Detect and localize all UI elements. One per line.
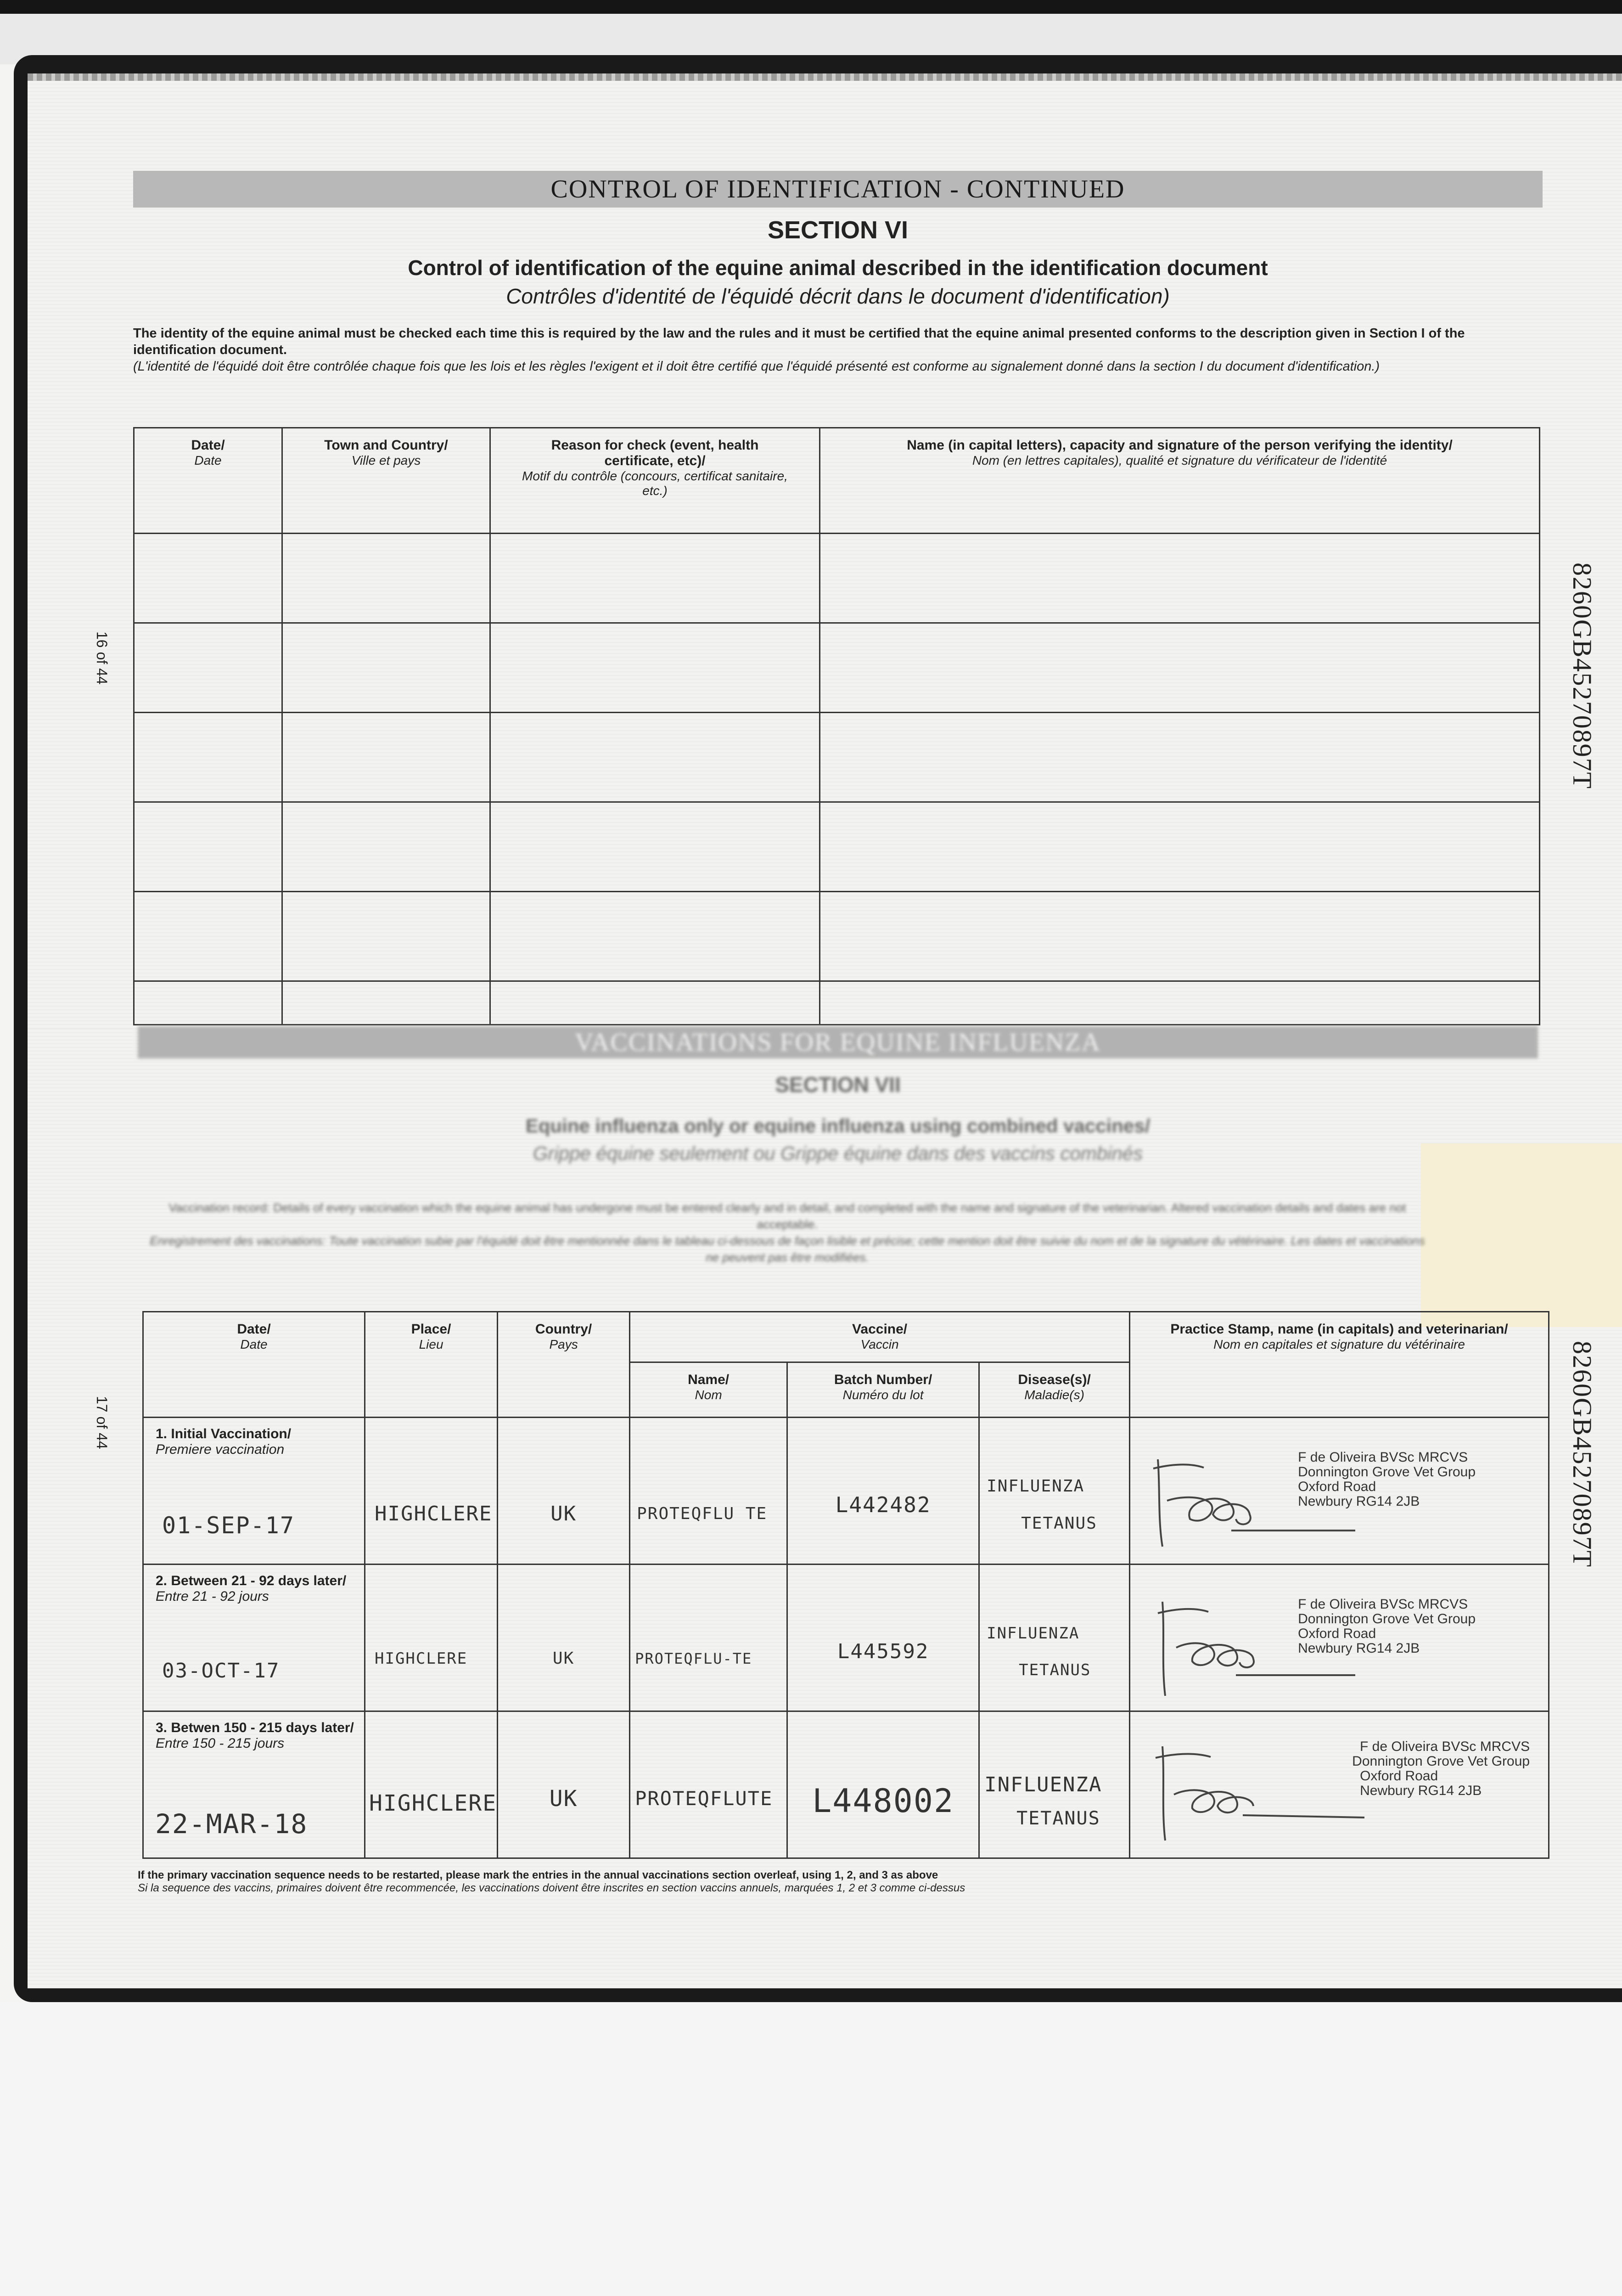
stamp-line: Oxford Road bbox=[1298, 1626, 1376, 1641]
cell-vaccine-name[interactable] bbox=[630, 1564, 787, 1711]
table-row bbox=[134, 713, 1540, 802]
cell-date[interactable] bbox=[134, 623, 282, 713]
cell-batch-number[interactable] bbox=[787, 1564, 979, 1711]
table-row bbox=[134, 623, 1540, 713]
handwritten-place: HIGHCLERE bbox=[369, 1790, 497, 1816]
handwritten-disease-1: INFLUENZA bbox=[987, 1476, 1085, 1496]
handwritten-batch: L448002 bbox=[812, 1782, 954, 1820]
section-title: SECTION VI bbox=[767, 216, 909, 244]
vet-stamp bbox=[1298, 1450, 1476, 1509]
stamp-line: Oxford Road bbox=[1360, 1768, 1438, 1784]
sticky-note bbox=[1421, 1143, 1622, 1327]
stamp-line: Donnington Grove Vet Group bbox=[1352, 1754, 1530, 1769]
cell-verifier[interactable] bbox=[820, 713, 1540, 802]
col-vaccine-name: Name/ Nom bbox=[630, 1362, 787, 1418]
intro-paragraph bbox=[133, 325, 1543, 375]
passport-serial: 8260GB45270897T bbox=[1567, 563, 1597, 789]
handwritten-vaccine: PROTEQFLUTE bbox=[635, 1787, 773, 1810]
cell-place[interactable] bbox=[365, 1711, 498, 1858]
table-row bbox=[143, 1711, 1549, 1858]
col-country: Country/ Pays bbox=[498, 1312, 630, 1418]
section-banner bbox=[133, 171, 1543, 208]
cell-country[interactable] bbox=[498, 1564, 630, 1711]
cell-row-label[interactable] bbox=[143, 1711, 365, 1858]
cell-reason[interactable] bbox=[490, 802, 820, 892]
handwritten-disease-2: TETANUS bbox=[1016, 1807, 1100, 1829]
cell-reason[interactable] bbox=[490, 534, 820, 623]
cell-reason[interactable] bbox=[490, 981, 820, 1025]
stamp-line: Newbury RG14 2JB bbox=[1360, 1783, 1482, 1798]
col-date: Date/ Date bbox=[134, 428, 282, 534]
cell-date[interactable] bbox=[134, 802, 282, 892]
col-vaccine: Vaccine/ Vaccin bbox=[630, 1312, 1130, 1362]
table-row bbox=[134, 802, 1540, 892]
row-label-fr: Entre 150 - 215 jours bbox=[156, 1736, 285, 1751]
section-heading-fr: Contrôles d'identité de l'équidé décrit dans le document d'identification) bbox=[506, 284, 1170, 308]
handwritten-country: UK bbox=[549, 1785, 578, 1812]
stamp-line: F de Oliveira BVSc MRCVS bbox=[1298, 1597, 1468, 1612]
banner-title: CONTROL OF IDENTIFICATION - CONTINUED bbox=[550, 175, 1125, 203]
cell-reason[interactable] bbox=[490, 713, 820, 802]
cell-date[interactable] bbox=[134, 534, 282, 623]
handwritten-country: UK bbox=[552, 1649, 575, 1668]
stamp-line: Newbury RG14 2JB bbox=[1298, 1494, 1420, 1509]
row-label: 3. Betwen 150 - 215 days later/ bbox=[156, 1720, 354, 1735]
section-banner-vaccination bbox=[138, 1026, 1538, 1058]
intro-en: Vaccination record: Details of every vaccination which the equine animal has undergone must be entered clearly and in detail, and completed with the name and signature of the veterinarian. Altered vaccination details and dates are not acceptable. bbox=[168, 1201, 1406, 1231]
table-row bbox=[143, 1418, 1549, 1564]
page-edge-rule bbox=[28, 73, 1622, 81]
intro-fr: (L'identité de l'équidé doit être contrôlée chaque fois que les lois et les règles l'exigent et il doit être certifié que l'équidé présenté est conforme au signalement donné dans la section I du document d'identification.) bbox=[133, 359, 1380, 374]
cell-country[interactable] bbox=[498, 1418, 630, 1564]
stamp-line: Donnington Grove Vet Group bbox=[1298, 1464, 1476, 1480]
col-reason: Reason for check (event, health certificate, etc)/ Motif du contrôle (concours, certificat sanitaire, etc.) bbox=[490, 428, 820, 534]
handwritten-batch: L445592 bbox=[837, 1640, 929, 1663]
handwritten-date: 03-OCT-17 bbox=[162, 1659, 280, 1683]
stamp-line: F de Oliveira BVSc MRCVS bbox=[1298, 1450, 1468, 1465]
handwritten-disease-1: INFLUENZA bbox=[987, 1624, 1080, 1643]
cell-row-label[interactable] bbox=[143, 1418, 365, 1564]
handwritten-disease-1: INFLUENZA bbox=[984, 1773, 1102, 1796]
intro-fr: Enregistrement des vaccinations: Toute vaccination subie par l'équidé doit être mentionnée dans le tableau ci-dessous de façon lisible et précise; cette mention doit être suivie du nom et de la signature du vétérinaire. Les dates et vaccinations ne peuvent pas être modifiées. bbox=[150, 1234, 1425, 1264]
cell-place[interactable] bbox=[365, 1418, 498, 1564]
handwritten-batch: L442482 bbox=[835, 1492, 931, 1517]
cell-stamp[interactable] bbox=[1130, 1418, 1549, 1564]
handwritten-vaccine: PROTEQFLU TE bbox=[637, 1504, 768, 1523]
cell-town[interactable] bbox=[282, 981, 490, 1025]
cell-row-label[interactable] bbox=[143, 1564, 365, 1711]
cell-date[interactable] bbox=[134, 713, 282, 802]
cell-disease[interactable] bbox=[979, 1711, 1130, 1858]
table-header-row bbox=[134, 428, 1540, 534]
scan-background-bottom bbox=[0, 2002, 1622, 2296]
cell-batch-number[interactable] bbox=[787, 1418, 979, 1564]
footnote bbox=[138, 1869, 965, 1895]
cell-vaccine-name[interactable] bbox=[630, 1418, 787, 1564]
handwritten-date: 01-SEP-17 bbox=[162, 1512, 295, 1539]
cell-verifier[interactable] bbox=[820, 802, 1540, 892]
section-heading: Control of identification of the equine animal described in the identification document bbox=[408, 256, 1268, 280]
vaccination-table bbox=[142, 1311, 1549, 1859]
section-title: SECTION VII bbox=[775, 1073, 901, 1097]
col-town-country: Town and Country/ Ville et pays bbox=[282, 428, 490, 534]
table-row bbox=[134, 981, 1540, 1025]
cell-town[interactable] bbox=[282, 623, 490, 713]
col-stamp: Practice Stamp, name (in capitals) and veterinarian/ Nom en capitales et signature du vétérinaire bbox=[1130, 1312, 1549, 1418]
handwritten-disease-2: TETANUS bbox=[1021, 1514, 1097, 1533]
cell-town[interactable] bbox=[282, 802, 490, 892]
table-row bbox=[134, 534, 1540, 623]
cell-vaccine-name[interactable] bbox=[630, 1711, 787, 1858]
row-label-fr: Entre 21 - 92 jours bbox=[156, 1589, 269, 1604]
cell-date[interactable] bbox=[134, 892, 282, 981]
banner-title: VACCINATIONS FOR EQUINE INFLUENZA bbox=[574, 1028, 1101, 1057]
section-heading-fr: Grippe équine seulement ou Grippe équine dans des vaccins combinés bbox=[533, 1142, 1143, 1164]
intro-en: The identity of the equine animal must be checked each time this is required by the law and the rules and it must be certified that the equine animal presented conforms to the description given in Section I of the identification document. bbox=[133, 326, 1465, 357]
table-row bbox=[134, 892, 1540, 981]
cell-verifier[interactable] bbox=[820, 892, 1540, 981]
cell-reason[interactable] bbox=[490, 892, 820, 981]
row-label: 2. Between 21 - 92 days later/ bbox=[156, 1573, 347, 1588]
handwritten-place: HIGHCLERE bbox=[375, 1502, 493, 1525]
handwritten-vaccine: PROTEQFLU-TE bbox=[635, 1649, 752, 1667]
cell-disease[interactable] bbox=[979, 1418, 1130, 1564]
scan-edge bbox=[0, 0, 1622, 14]
cell-disease[interactable] bbox=[979, 1564, 1130, 1711]
signature-mark bbox=[1139, 1735, 1378, 1850]
col-verifier: Name (in capital letters), capacity and signature of the person verifying the identity/ Nom (en lettres capitales), qualité et signature du vérificateur de l'identité bbox=[820, 428, 1540, 534]
col-place: Place/ Lieu bbox=[365, 1312, 498, 1418]
row-label: 1. Initial Vaccination/ bbox=[156, 1426, 292, 1441]
table-header-row bbox=[143, 1312, 1549, 1362]
vet-stamp bbox=[1298, 1597, 1476, 1656]
cell-verifier[interactable] bbox=[820, 981, 1540, 1025]
cell-town[interactable] bbox=[282, 534, 490, 623]
cell-reason[interactable] bbox=[490, 623, 820, 713]
stamp-line: Newbury RG14 2JB bbox=[1298, 1641, 1420, 1656]
cell-stamp[interactable] bbox=[1130, 1564, 1549, 1711]
cell-town[interactable] bbox=[282, 892, 490, 981]
col-disease: Disease(s)/ Maladie(s) bbox=[979, 1362, 1130, 1418]
col-batch-number: Batch Number/ Numéro du lot bbox=[787, 1362, 979, 1418]
handwritten-date: 22-MAR-18 bbox=[155, 1808, 308, 1840]
handwritten-disease-2: TETANUS bbox=[1019, 1660, 1091, 1679]
cell-place[interactable] bbox=[365, 1564, 498, 1711]
cell-stamp[interactable] bbox=[1130, 1711, 1549, 1858]
footnote-en: If the primary vaccination sequence needs to be restarted, please mark the entries in the annual vaccinations section overleaf, using 1, 2, and 3 as above bbox=[138, 1869, 938, 1881]
cell-country[interactable] bbox=[498, 1711, 630, 1858]
footnote-fr: Si la sequence des vaccins, primaires doivent être recommencée, les vaccinations doivent être inscrites en section vaccins annuels, marquées 1, 2 et 3 comme ci-dessus bbox=[138, 1882, 965, 1894]
col-date: Date/ Date bbox=[143, 1312, 365, 1418]
intro-paragraph bbox=[147, 1199, 1428, 1266]
stamp-line: Oxford Road bbox=[1298, 1479, 1376, 1494]
cell-verifier[interactable] bbox=[820, 534, 1540, 623]
passport-serial: 8260GB45270897T bbox=[1567, 1341, 1597, 1568]
handwritten-country: UK bbox=[550, 1502, 577, 1525]
vet-stamp bbox=[1346, 1739, 1530, 1798]
handwritten-place: HIGHCLERE bbox=[375, 1649, 468, 1668]
cell-batch-number[interactable] bbox=[787, 1711, 979, 1858]
row-label-fr: Premiere vaccination bbox=[156, 1442, 285, 1457]
cell-date[interactable] bbox=[134, 981, 282, 1025]
stamp-line: F de Oliveira BVSc MRCVS bbox=[1360, 1739, 1530, 1754]
stamp-line: Donnington Grove Vet Group bbox=[1298, 1611, 1476, 1626]
scan-background-top bbox=[0, 0, 1622, 64]
page-number-17: 17 of 44 bbox=[94, 1396, 110, 1449]
cell-town[interactable] bbox=[282, 713, 490, 802]
page-number-16: 16 of 44 bbox=[94, 631, 110, 685]
section-heading: Equine influenza only or equine influenza using combined vaccines/ bbox=[525, 1115, 1151, 1137]
cell-verifier[interactable] bbox=[820, 623, 1540, 713]
table-row bbox=[143, 1564, 1549, 1711]
identification-check-table bbox=[133, 427, 1540, 1025]
